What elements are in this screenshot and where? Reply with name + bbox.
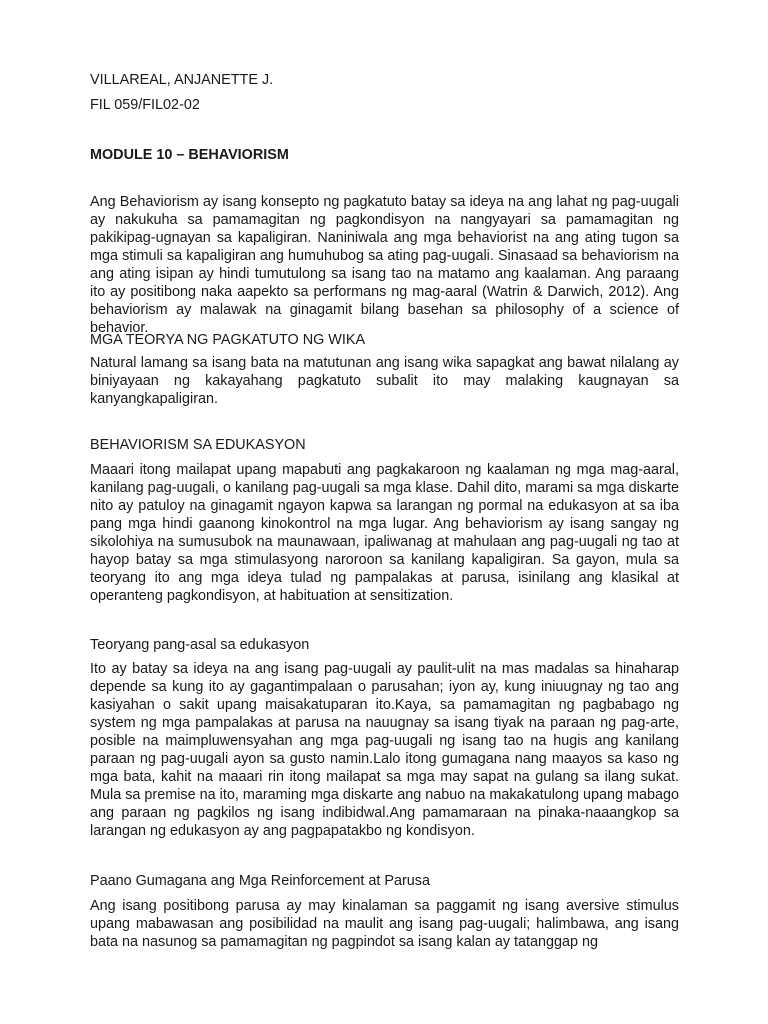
section-paragraph-teoryang-pang-asal: Ito ay batay sa ideya na ang isang pag-uugali ay paulit-ulit na mas madalas sa hinaharap depende sa kung ito ay gagantimpalaan o parusahan; iyon ay, kung iniuugnay ng tao ang kasiyahan o sakit upang maisakatuparan ito.Kaya, sa pamamagitan ng pagbabago ng system ng mga pampalakas at parusa na nauugnay sa isang tiyak na paraan ng pag-arte, posible na maimpluwensyahan ang mga pag-uugali ng isang tao na hugis ang kanilang paraan ng pag-uugali ayon sa gusto namin.Lalo itong gumagana nang maayos sa kaso ng mga bata, kahit na maaari rin itong mailapat sa mga may sapat na gulang sa ilang sukat. Mula sa premise na ito, maraming mga diskarte ang nabuo na makakatulong upang mabago ang paraan ng pagkilos ng isang indibidwal.Ang pamamaraan na pinaka-naaangkop sa larangan ng edukasyon ay ang pagpapatakbo ng kondisyon. <box>90 661 679 839</box>
section-paragraph-reinforcement-parusa: Ang isang positibong parusa ay may kinalaman sa paggamit ng isang aversive stimulus upang mabawasan ang posibilidad na maulit ang isang pag-uugali; halimbawa, ang isang bata na nasunog sa pamamagitan ng pagpindot sa isang kalan ay tatanggap ng <box>90 898 679 950</box>
intro-paragraph: Ang Behaviorism ay isang konsepto ng pagkatuto batay sa ideya na ang lahat ng pag-uugali ay nakukuha sa pamamagitan ng pagkondisyon na nangyayari sa pamamagitan ng pakikipag-ugnayan sa kapaligiran. Naniniwala ang mga behaviorist na ang ating tugon sa mga stimuli sa kapaligiran ang humuhubog sa ating pag-uugali. Sinasaad sa behaviorism na ang ating isipan ay hindi tumutulong sa isang tao na matamo ang kaalaman. Ang paraang ito ay positibong naka aapekto sa performans ng mag-aaral (Watrin & Darwich, 2012). Ang behaviorism ay malawak na ginagamit bilang basehan sa philosophy of a science of behavior. <box>90 194 679 336</box>
section-heading-behaviorism-edukasyon: BEHAVIORISM SA EDUKASYON <box>90 437 306 453</box>
module-title: MODULE 10 – BEHAVIORISM <box>90 147 289 163</box>
section-paragraph-teorya: Natural lamang sa isang bata na matutunan ang isang wika sapagkat ang bawat nilalang ay biniyayaan ng kakayahang pagkatuto subalit ito may malaking kaugnayan sa kanyangkapaligiran. <box>90 355 679 407</box>
section-heading-teorya: MGA TEORYA NG PAGKATUTO NG WIKA <box>90 332 366 348</box>
section-heading-reinforcement-parusa: Paano Gumagana ang Mga Reinforcement at Parusa <box>90 873 430 889</box>
section-heading-teoryang-pang-asal: Teoryang pang-asal sa edukasyon <box>90 637 310 653</box>
course-code: FIL 059/FIL02-02 <box>90 97 200 113</box>
author-name: VILLAREAL, ANJANETTE J. <box>90 72 274 88</box>
section-paragraph-behaviorism-edukasyon: Maaari itong mailapat upang mapabuti ang pagkakaroon ng kaalaman ng mga mag-aaral, kanilang pag-uugali, o kanilang pag-uugali sa mga klase. Dahil dito, marami sa mga diskarte nito ay patuloy na ginagamit ngayon kapwa sa larangan ng pormal na edukasyon at sa iba pang mga hindi gaanong kinokontrol na mga lugar. Ang behaviorism ay isang sangay ng sikolohiya na sumusubok na maunawaan, ipaliwanag at mahulaan ang pag-uugali ng tao at hayop batay sa mga stimulasyong naroroon sa kanilang kapaligiran. Sa gayon, mula sa teoryang ito ang mga ideya tulad ng pampalakas at parusa, isinilang ang klasikal at operanteng pagkondisyon, at habituation at sensitization. <box>90 462 679 604</box>
